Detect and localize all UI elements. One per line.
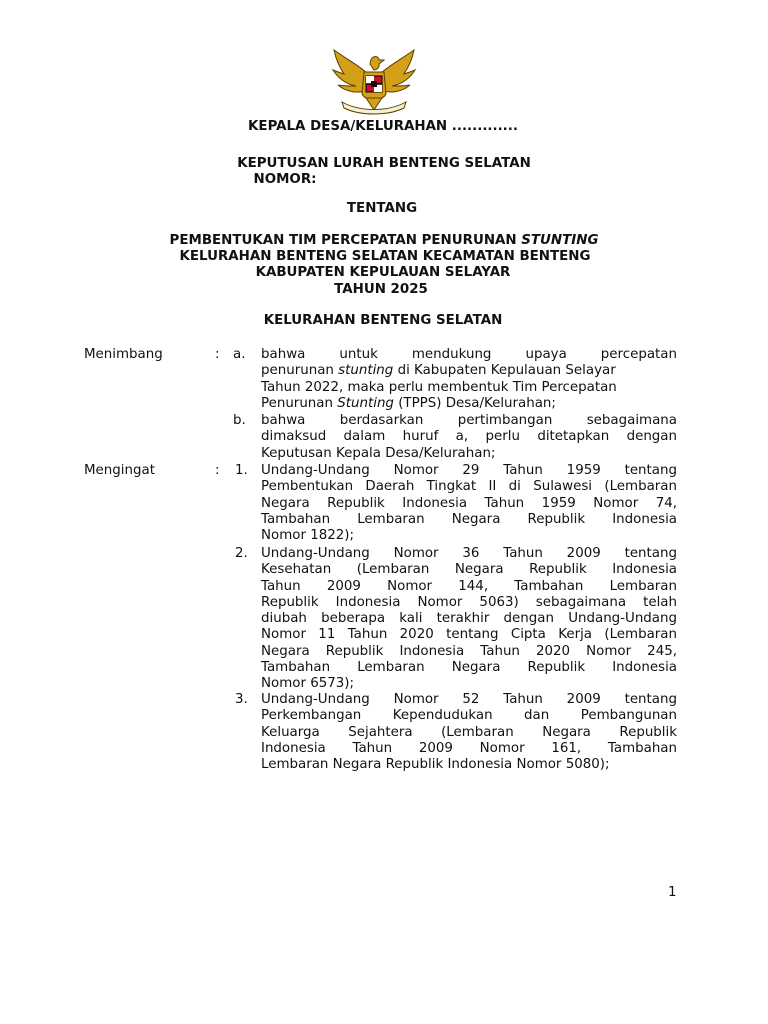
header-line-kelurahan: KELURAHAN BENTENG SELATAN [263, 313, 503, 328]
mengingat-1-line: Undang-Undang Nomor 29 Tahun 1959 tentang [261, 463, 677, 478]
menimbang-a-marker: a. [233, 347, 246, 362]
header-line-pembentukan-text: PEMBENTUKAN TIM PERCEPATAN PENURUNAN [169, 233, 522, 248]
stunting-term: stunting [338, 363, 394, 379]
header-line-kepala-desa: KEPALA DESA/KELURAHAN ............. [248, 119, 518, 134]
mengingat-3-line: Undang-Undang Nomor 52 Tahun 2009 tentang [261, 692, 677, 707]
text: di Kabupaten Kepulauan Selayar [393, 363, 616, 379]
mengingat-1-line: Pembentukan Daerah Tingkat II di Sulawesi (Lembaran [261, 479, 677, 495]
mengingat-3-line: Keluarga Sejahtera (Lembaran Negara Republik [261, 724, 677, 740]
menimbang-colon: : [215, 347, 220, 362]
text: penurunan [261, 363, 339, 379]
menimbang-a-text [261, 347, 677, 412]
text: Penurunan [261, 395, 338, 411]
menimbang-label: Menimbang [84, 347, 163, 362]
header-line-pembentukan [0, 233, 768, 249]
mengingat-2-line: Kesehatan (Lembaran Negara Republik Indonesia [261, 562, 677, 578]
mengingat-label: Mengingat [84, 463, 155, 478]
mengingat-1-line: Negara Republik Indonesia Tahun 1959 Nomor 74, [261, 495, 677, 511]
menimbang-b-line: Keputusan Kepala Desa/Kelurahan; [261, 445, 496, 461]
garuda-pancasila-emblem [330, 46, 418, 116]
page-number: 1 [668, 885, 677, 900]
mengingat-1-marker: 1. [235, 463, 248, 478]
header-line-tentang: TENTANG [346, 201, 418, 216]
header-line-kabupaten: KABUPATEN KEPULAUAN SELAYAR [255, 265, 511, 280]
mengingat-1-line: Tambahan Lembaran Negara Republik Indonesia [261, 511, 677, 527]
header-line-nomor: NOMOR: [253, 172, 317, 187]
menimbang-b-text [261, 413, 677, 462]
menimbang-b-line: dimaksud dalam huruf a, perlu ditetapkan dengan [261, 429, 677, 445]
mengingat-2-line: Nomor 11 Tahun 2020 tentang Cipta Kerja (Lembaran [261, 627, 677, 643]
mengingat-3-line: Perkembangan Kependudukan dan Pembangunan [261, 708, 677, 724]
mengingat-2-line: Nomor 6573); [261, 676, 355, 692]
mengingat-colon: : [215, 463, 220, 478]
mengingat-2-line: Undang-Undang Nomor 36 Tahun 2009 tentang [261, 546, 677, 561]
text: (TPPS) Desa/Kelurahan; [393, 395, 556, 411]
mengingat-1-line: Nomor 1822); [261, 528, 355, 544]
header-line-keputusan: KEPUTUSAN LURAH BENTENG SELATAN [237, 156, 531, 171]
mengingat-3-line: Lembaran Negara Republik Indonesia Nomor 5080); [261, 757, 610, 773]
stunting-term: Stunting [337, 395, 394, 411]
mengingat-3-line: Indonesia Tahun 2009 Nomor 161, Tambahan [261, 740, 677, 756]
mengingat-2-line: Tahun 2009 Nomor 144, Tambahan Lembaran [261, 578, 677, 594]
menimbang-b-marker: b. [233, 413, 246, 428]
mengingat-2-line: Tambahan Lembaran Negara Republik Indonesia [261, 660, 677, 676]
mengingat-3-marker: 3. [235, 692, 248, 707]
header-line-kelurahan-kecamatan: KELURAHAN BENTENG SELATAN KECAMATAN BENTENG [179, 249, 591, 264]
mengingat-2-line: Negara Republik Indonesia Tahun 2020 Nomor 245, [261, 643, 677, 659]
header-line-stunting: STUNTING [521, 233, 599, 248]
menimbang-a-line [261, 363, 677, 379]
mengingat-2-line: diubah beberapa kali terakhir dengan Undang-Undang [261, 611, 677, 627]
header-line-tahun: TAHUN 2025 [334, 282, 428, 297]
menimbang-a-line: Tahun 2022, maka perlu membentuk Tim Percepatan [261, 379, 617, 395]
menimbang-a-line [261, 396, 677, 412]
mengingat-2-text [261, 546, 677, 693]
mengingat-3-text [261, 692, 677, 773]
mengingat-1-text [261, 463, 677, 544]
mengingat-2-line: Republik Indonesia Nomor 5063) sebagaimana telah [261, 594, 677, 610]
menimbang-b-line: bahwa berdasarkan pertimbangan sebagaimana [261, 413, 677, 428]
mengingat-2-marker: 2. [235, 546, 248, 561]
menimbang-a-line: bahwa untuk mendukung upaya percepatan [261, 347, 677, 362]
